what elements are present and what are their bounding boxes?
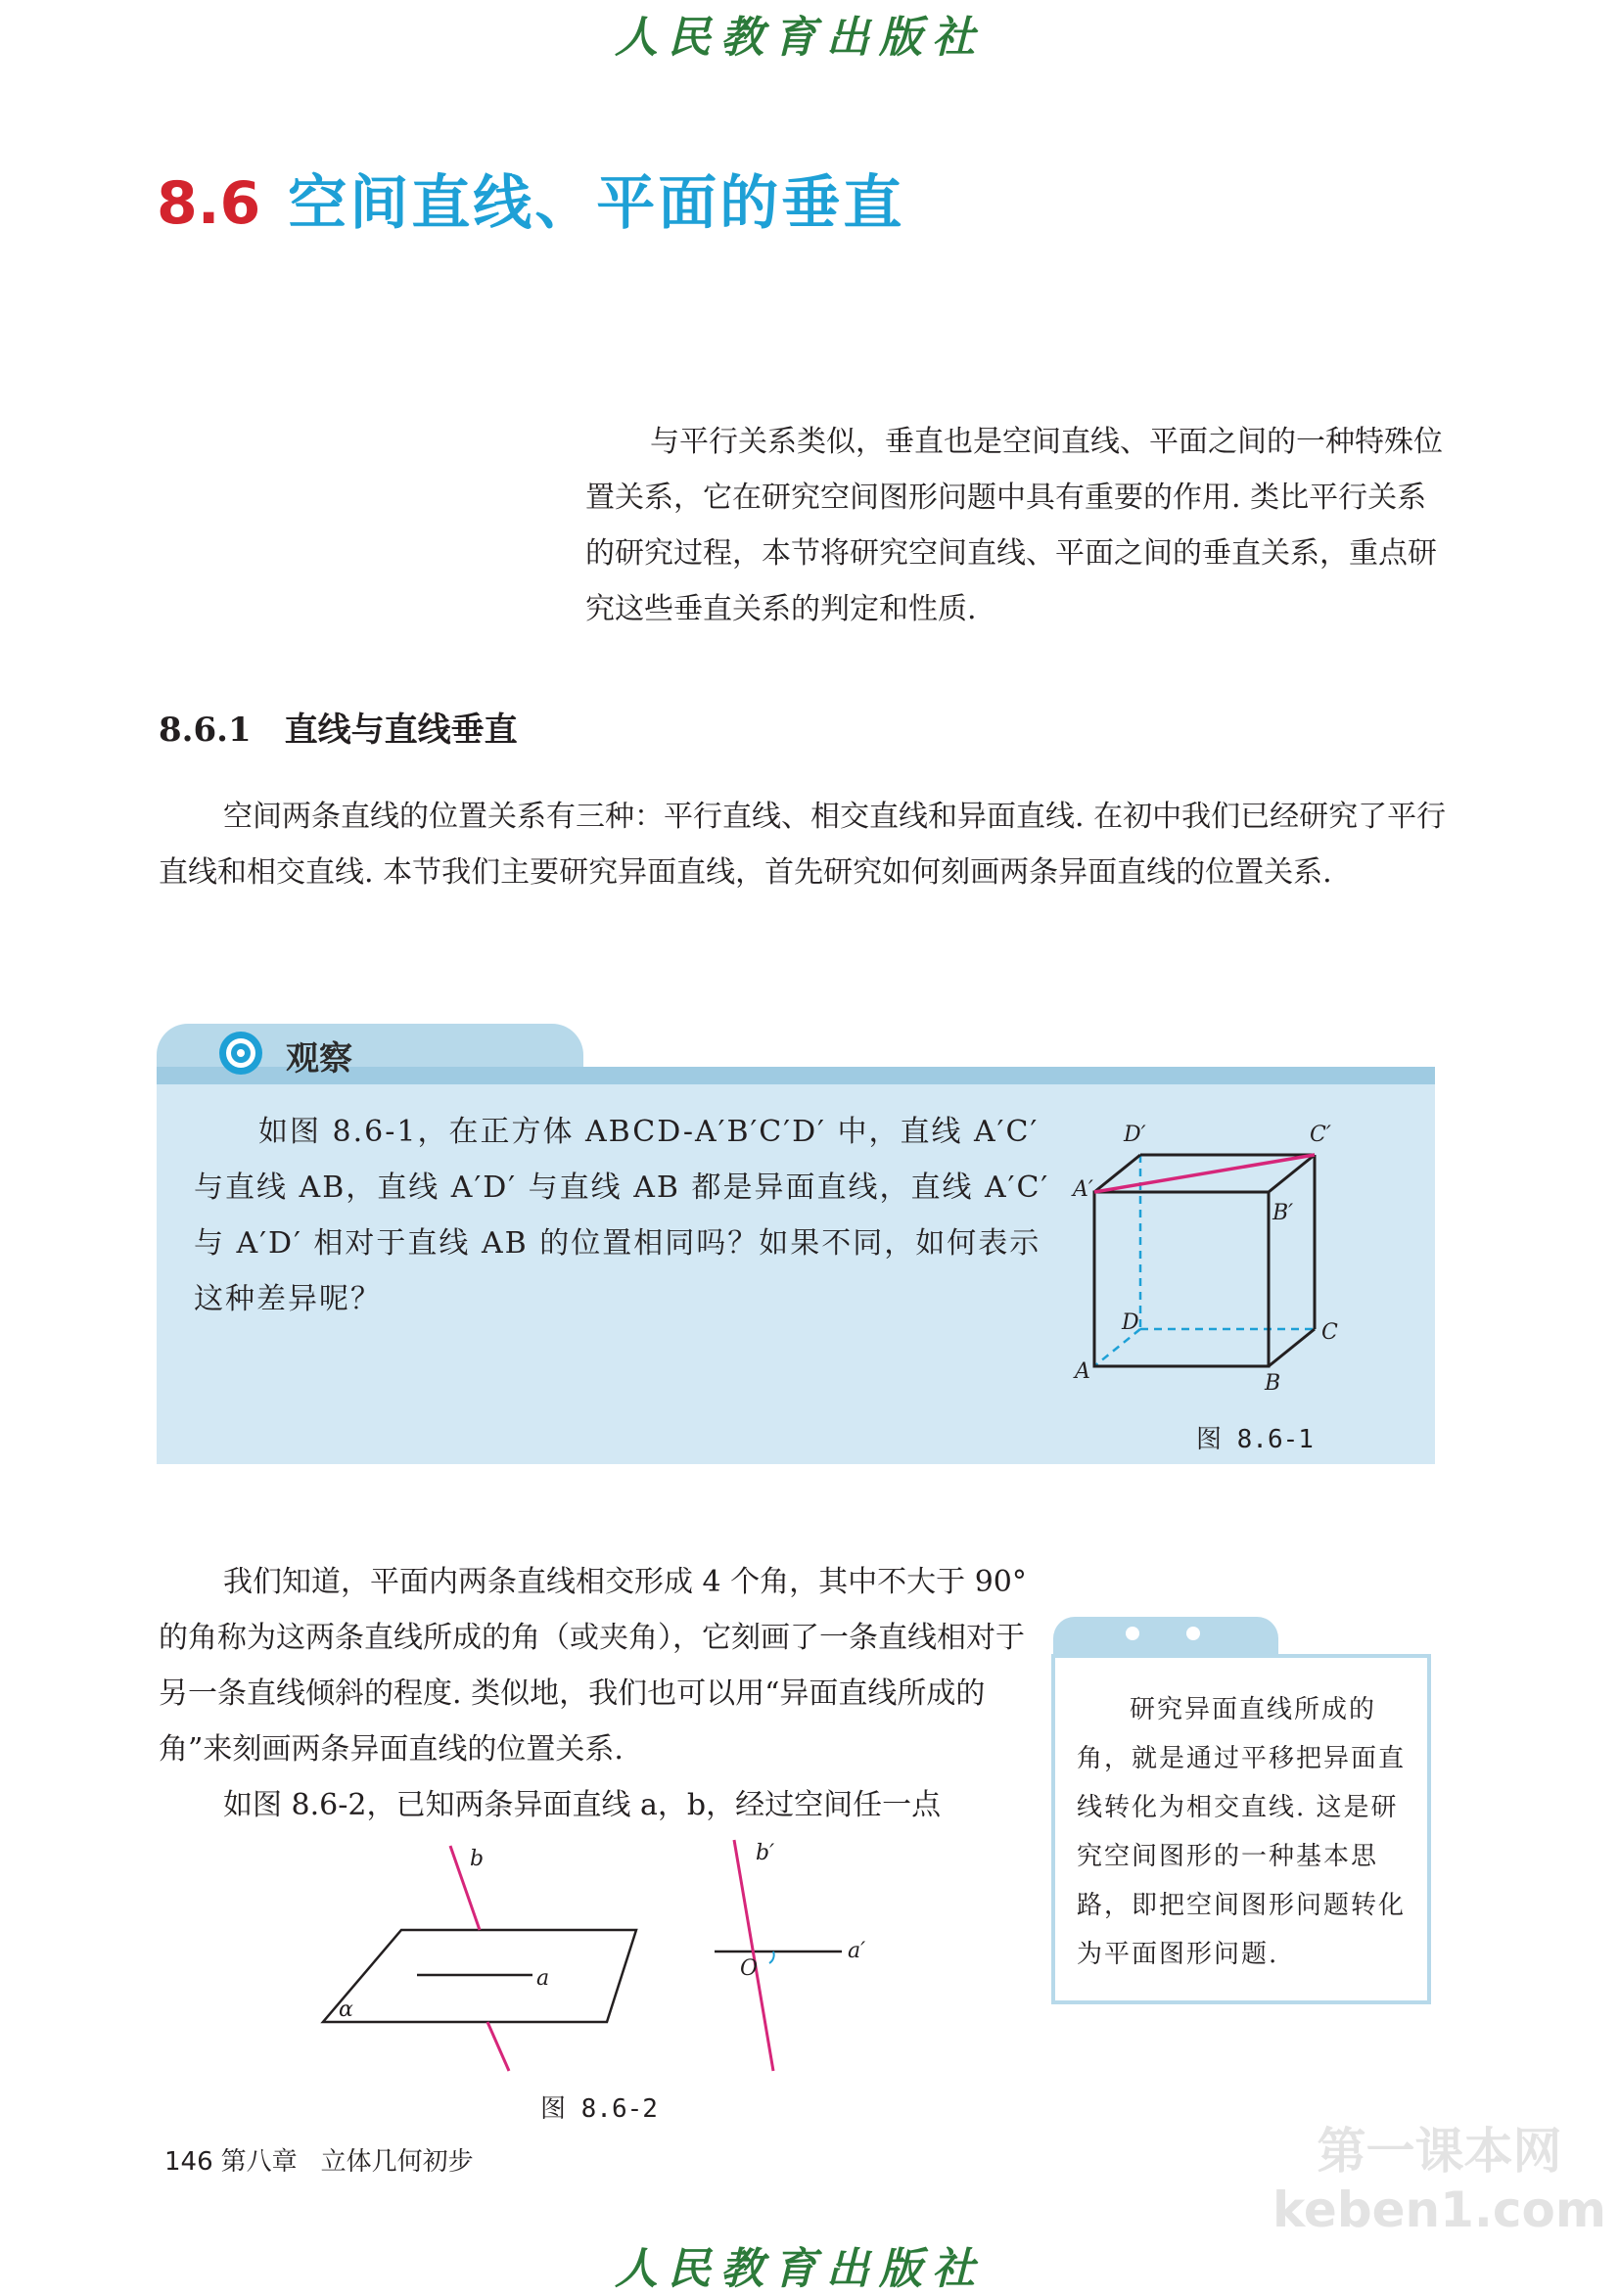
label-a-prime: a′ [848, 1939, 866, 1963]
subsection-number: 8.6.1 [159, 711, 252, 750]
watermark-line-2: keben1.com [1272, 2181, 1606, 2238]
watermark-line-1: 第一课本网 [1317, 2123, 1562, 2180]
label-b: b [470, 1847, 485, 1871]
intro-paragraph: 与平行关系类似，垂直也是空间直线、平面之间的一种特殊位置关系，它在研究空间图形问题中具有重要的作用. 类比平行关系的研究过程，本节将研究空间直线、平面之间的垂直关系，重点研究这些垂直关系的判定和性质. [585, 425, 1443, 626]
note-tab [1053, 1617, 1278, 1656]
skew-lines-figure [313, 1836, 901, 2071]
publisher-logo-bottom: 人民教育出版社 [615, 2244, 985, 2294]
label-b: B [1265, 1371, 1281, 1396]
section-name: 空间直线、平面的垂直 [288, 169, 905, 238]
page-number: 146 [164, 2147, 213, 2177]
label-b1: B′ [1272, 1201, 1294, 1225]
angle-arc [769, 1952, 774, 1963]
front-face [1094, 1192, 1269, 1366]
observe-label: 观察 [286, 1039, 352, 1079]
label-o: O [740, 1956, 759, 1981]
label-c1: C′ [1310, 1123, 1331, 1147]
section-title [157, 157, 904, 241]
label-b-prime: b′ [756, 1841, 775, 1865]
paragraph-3: 如图 8.6-2，已知两条异面直线 a，b，经过空间任一点 [223, 1788, 942, 1822]
section-number: 8.6 [157, 169, 261, 238]
figure-1-caption: 图 8.6-1 [1196, 1425, 1314, 1454]
note-dot [1126, 1627, 1139, 1640]
label-alpha: α [339, 1998, 353, 2022]
publisher-logo-top: 人民教育出版社 [615, 13, 985, 63]
note-dot [1186, 1627, 1200, 1640]
label-d: D [1122, 1310, 1139, 1335]
edge-bc [1269, 1329, 1315, 1366]
chapter-title: 立体几何初步 [320, 2147, 474, 2177]
observe-text: 如图 8.6-1，在正方体 ABCD-A′B′C′D′ 中，直线 A′C′ 与直线 AB，直线 A′D′ 与直线 AB 都是异面直线，直线 A′C′ 与 A′D′ 相对于直线 AB 的位置相同吗？如果不同，如何表示这种差异呢？ [194, 1115, 1050, 1316]
figure-2-caption: 图 8.6-2 [540, 2094, 658, 2124]
subsection-heading [159, 703, 518, 751]
subsection-title: 直线与直线垂直 [284, 711, 518, 750]
chapter-label: 第八章 [220, 2147, 298, 2177]
line-b1 [734, 1840, 773, 2071]
label-c: C [1321, 1320, 1338, 1345]
page-footer [164, 2141, 474, 2178]
label-a1: A′ [1073, 1177, 1093, 1202]
diagonal-a1c1 [1094, 1155, 1315, 1192]
watermark [1272, 2122, 1606, 2239]
label-d1: D′ [1124, 1123, 1146, 1147]
line-b-lower [487, 2022, 509, 2071]
paragraph-2: 我们知道，平面内两条直线相交形成 4 个角，其中不大于 90°的角称为这两条直线所成的角（或夹角），它刻画了一条直线相对于另一条直线倾斜的程度. 类似地，我们也可以用“异面直线所成的角”来刻画两条异面直线的位置关系. [159, 1565, 1027, 1767]
paragraph-1: 空间两条直线的位置关系有三种：平行直线、相交直线和异面直线. 在初中我们已经研究了平行直线和相交直线. 本节我们主要研究异面直线，首先研究如何刻画两条异面直线的位置关系. [159, 800, 1447, 890]
label-a: a [536, 1966, 550, 1991]
label-a: A [1075, 1359, 1090, 1384]
cube-figure [1073, 1112, 1402, 1396]
eye-target-icon [217, 1030, 264, 1077]
note-text: 研究异面直线所成的角，就是通过平移把异面直线转化为相交直线. 这是研究空间图形的一种基本思路，即把空间图形问题转化为平面图形问题. [1077, 1695, 1407, 1969]
